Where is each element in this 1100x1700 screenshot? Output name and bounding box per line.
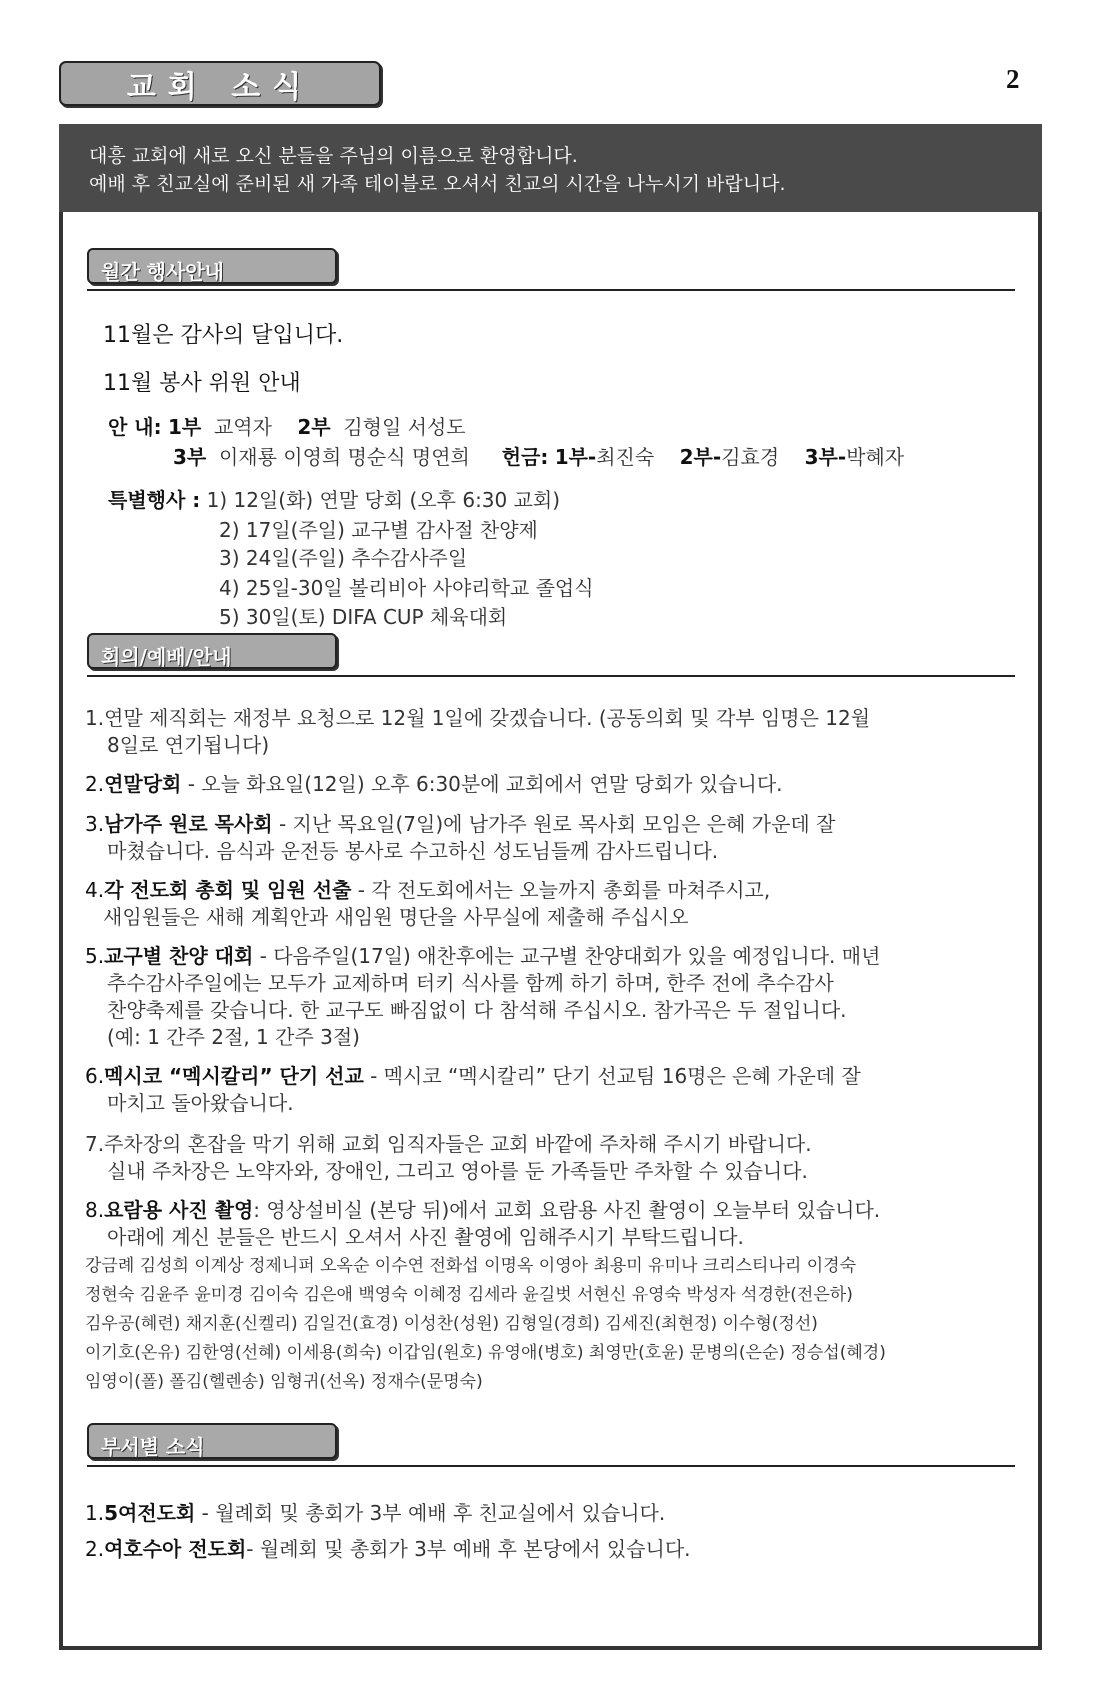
- offering-label: 헌금:: [501, 445, 549, 469]
- service-1-names: 교역자: [213, 415, 272, 439]
- dept-notice-2-title: 여호수아 전도회: [104, 1537, 247, 1561]
- notice-4-text: - 각 전도회에서는 오늘까지 총회를 마쳐주시고,: [351, 878, 771, 902]
- notice-1-line-2: 8일로 연기됩니다): [107, 733, 270, 757]
- offering-3-name: 박혜자: [846, 445, 905, 469]
- special-event-5: 5) 30일(토) DIFA CUP 체육대회: [219, 605, 508, 629]
- offering-3-label: 3부-: [804, 445, 847, 469]
- notice-number: 4.: [85, 878, 105, 902]
- service-3-names: 이재룡 이영희 명순식 명연희: [218, 445, 470, 469]
- photo-names-row-1: 강금례 김성희 이계상 정제니퍼 오옥순 이수연 전화섭 이명옥 이영아 최용미 유미나 크리스티나리 이경숙: [85, 1256, 856, 1276]
- notice-7-line-2: 실내 주차장은 노약자와, 장애인, 그리고 영아를 둔 가족들만 주차할 수 있습니다.: [107, 1159, 808, 1183]
- notice-3-title: 남가주 원로 목사회: [104, 812, 273, 836]
- month-theme: 11월은 감사의 달입니다.: [103, 323, 344, 348]
- notice-3-line-2: 마쳤습니다. 음식과 운전등 봉사로 수고하신 성도님들께 감사드립니다.: [107, 839, 719, 863]
- section-divider: [87, 289, 1015, 291]
- dept-notice-2-text: - 월례회 및 총회가 3부 예배 후 본당에서 있습니다.: [246, 1537, 691, 1561]
- notice-5-text: - 다음주일(17일) 애찬후에는 교구별 찬양대회가 있을 예정입니다. 매년: [253, 944, 881, 968]
- notice-number: 2.: [85, 772, 105, 796]
- dept-notice-1-text: - 월례회 및 총회가 3부 예배 후 친교실에서 있습니다.: [195, 1501, 666, 1525]
- notice-6-text: - 멕시코 “멕시칼리” 단기 선교팀 16명은 은혜 가운데 잘: [363, 1064, 861, 1088]
- service-2-label: 2부: [297, 415, 331, 439]
- notice-number: 5.: [85, 944, 105, 968]
- offering-2-label: 2부-: [679, 445, 722, 469]
- special-event-3: 3) 24일(주일) 추수감사주일: [219, 546, 468, 570]
- notice-number: 2.: [85, 1537, 105, 1561]
- notice-number: 3.: [85, 812, 105, 836]
- guide-label: 안 내:: [108, 415, 162, 439]
- special-events-label: 특별행사 :: [108, 488, 201, 512]
- notice-3: [85, 808, 835, 837]
- offering-2-name: 김효경: [721, 445, 780, 469]
- notice-4: [85, 874, 770, 903]
- notice-4-title: 각 전도회 총회 및 임원 선출: [104, 878, 352, 902]
- offering-1-label: 1부-: [554, 445, 597, 469]
- notice-5-line-2: 추수감사주일에는 모두가 교제하며 터키 식사를 함께 하기 하며, 한주 전에 추수감사: [107, 971, 834, 995]
- photo-names-row-4: 이기호(온유) 김한영(선혜) 이세용(희숙) 이갑임(원호) 유영애(병호) 최영만(호윤) 문병의(은순) 정승섭(혜경): [85, 1343, 886, 1363]
- welcome-line-1: 대흥 교회에 새로 오신 분들을 주님의 이름으로 환영합니다.: [89, 145, 578, 167]
- notice-8-title: 요람용 사진 촬영: [104, 1198, 254, 1222]
- notice-number: 8.: [85, 1198, 105, 1222]
- notice-5-line-4: (예: 1 간주 2절, 1 간주 3절): [107, 1025, 360, 1049]
- notice-2-title: 연말당회: [104, 772, 182, 796]
- special-event-2: 2) 17일(주일) 교구별 감사절 찬양제: [219, 518, 538, 542]
- dept-notice-2: [85, 1533, 691, 1562]
- section-heading-monthly: 월간 행사안내: [87, 248, 337, 284]
- welcome-line-2: 예배 후 친교실에 준비된 새 가족 테이블로 오셔서 친교의 시간을 나누시기 바랍니다.: [89, 173, 786, 195]
- notice-number: 6.: [85, 1064, 105, 1088]
- offering-1-name: 최진숙: [596, 445, 655, 469]
- notice-2: [85, 768, 783, 797]
- volunteer-title: 11월 봉사 위원 안내: [103, 371, 301, 396]
- service-2-names: 김형일 서성도: [343, 415, 466, 439]
- notice-8: [85, 1194, 880, 1223]
- notice-6-title: 멕시코 “멕시칼리” 단기 선교: [104, 1064, 364, 1088]
- notice-3-text: - 지난 목요일(7일)에 남가주 원로 목사회 모임은 은혜 가운데 잘: [272, 812, 836, 836]
- page-number: 2: [1006, 64, 1020, 94]
- notice-number: 1.: [85, 1501, 105, 1525]
- notice-2-text: - 오늘 화요일(12일) 오후 6:30분에 교회에서 연말 당회가 있습니다.: [181, 772, 783, 796]
- special-event-4: 4) 25일-30일 볼리비아 사야리학교 졸업식: [219, 576, 594, 600]
- notice-5-line-3: 찬양축제를 갖습니다. 한 교구도 빠짐없이 다 참석해 주십시오. 참가곡은 두 절입니다.: [107, 998, 847, 1022]
- photo-names-row-2: 정현숙 김윤주 윤미경 김이숙 김은애 백영숙 이혜정 김세라 윤길벗 서현신 유영숙 박성자 석경한(전은하): [85, 1285, 853, 1305]
- notice-5-title: 교구별 찬양 대회: [104, 944, 254, 968]
- special-event-1: 1) 12일(화) 연말 당회 (오후 6:30 교회): [206, 488, 561, 512]
- notice-6-line-2: 마치고 돌아왔습니다.: [107, 1091, 294, 1115]
- notice-1-line-1: 1.연말 제직회는 재정부 요청으로 12월 1일에 갖겠습니다. (공동의회 및 각부 임명은 12월: [85, 706, 871, 730]
- photo-names-row-3: 김우공(혜련) 채지훈(신켈리) 김일건(효경) 이성찬(성원) 김형일(경희) 김세진(최현정) 이수형(정선): [85, 1314, 818, 1334]
- section-divider: [87, 675, 1015, 677]
- special-events-row: [108, 484, 560, 513]
- service-1-label: 1부: [167, 415, 202, 439]
- notice-5: [85, 940, 880, 969]
- section-heading-departments: 부서별 소식: [87, 1423, 337, 1459]
- photo-names-row-5: 임영이(폴) 폴김(헬렌송) 임형귀(선옥) 정재수(문명숙): [85, 1372, 483, 1392]
- section-heading-meetings: 회의/예배/안내: [87, 633, 337, 669]
- notice-4-line-2: 새임원들은 새해 계획안과 새임원 명단을 사무실에 제출해 주십시오: [103, 905, 689, 929]
- dept-notice-1-title: 5여전도회: [104, 1501, 196, 1525]
- dept-notice-1: [85, 1497, 665, 1526]
- guide-row-1: [108, 411, 466, 440]
- guide-row-2: [173, 441, 904, 470]
- section-divider: [87, 1465, 1015, 1467]
- page-title: 교회 소식: [59, 61, 381, 106]
- notice-8-line-2: 아래에 계신 분들은 반드시 오셔서 사진 촬영에 임해주시기 부탁드립니다.: [107, 1225, 744, 1249]
- service-3-label: 3부: [173, 445, 207, 469]
- notice-7-line-1: 7.주차장의 혼잡을 막기 위해 교회 임직자들은 교회 바깥에 주차해 주시기 바랍니다.: [85, 1132, 812, 1156]
- welcome-banner: [59, 124, 1042, 212]
- notice-8-text: : 영상설비실 (본당 뒤)에서 교회 요람용 사진 촬영이 오늘부터 있습니다.: [253, 1198, 881, 1222]
- notice-6: [85, 1060, 861, 1089]
